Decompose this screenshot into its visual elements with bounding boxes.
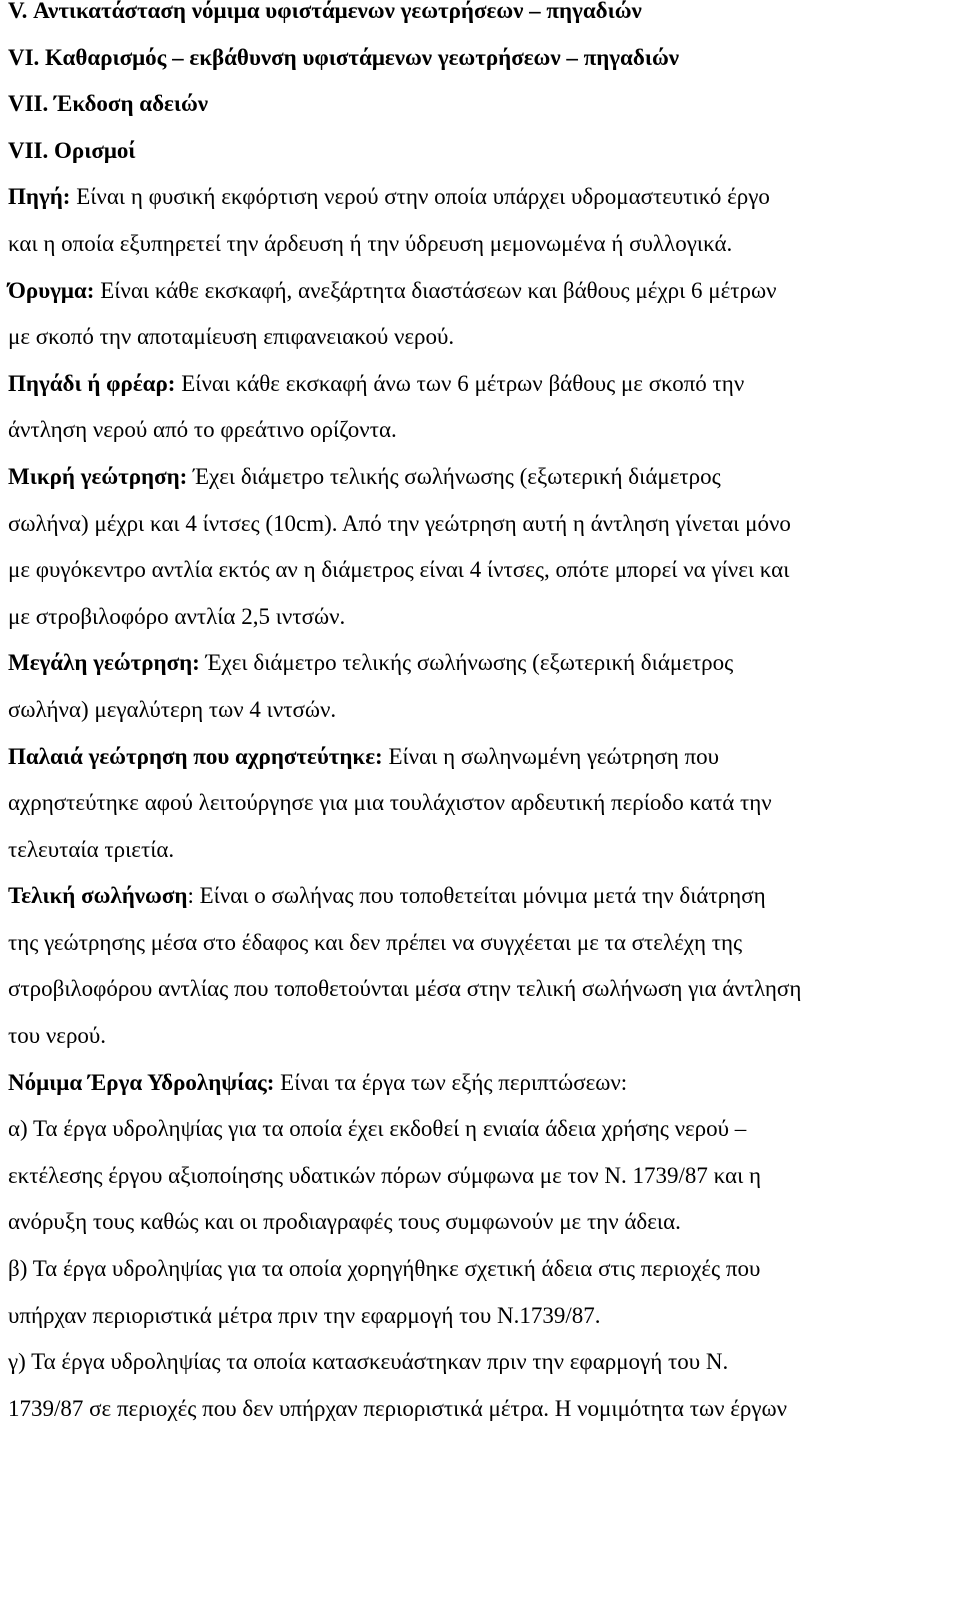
definition-excavation (8, 268, 953, 315)
definition-text: Έχει διάμετρο τελικής σωλήνωσης (εξωτερική διάμετρος (187, 463, 721, 489)
definition-text-line: με σκοπό την αποταμίευση επιφανειακού νερού. (8, 324, 455, 350)
definition-term: Μικρή γεώτρηση: (8, 463, 188, 489)
case-b-line: β) Τα έργα υδροληψίας για τα οποία χορηγήθηκε σχετική άδεια στις περιοχές που (8, 1256, 761, 1282)
definition-text-line: άντληση νερού από το φρεάτινο ορίζοντα. (8, 417, 397, 443)
definition-legal-works (8, 1060, 953, 1107)
case-a-line: ανόρυξη τους καθώς και οι προδιαγραφές τους συμφωνούν με την άδεια. (8, 1209, 681, 1235)
definition-term: Πηγή: (8, 184, 71, 210)
case-c-line: 1739/87 σε περιοχές που δεν υπήρχαν περιοριστικά μέτρα. Η νομιμότητα των έργων (8, 1395, 788, 1421)
section-heading-vii-permits: VII. Έκδοση αδειών (8, 91, 209, 117)
definition-term: Παλαιά γεώτρηση που αχρηστεύτηκε: (8, 743, 383, 769)
definition-text-line: και η οποία εξυπηρετεί την άρδευση ή την ύδρευση μεμονωμένα ή συλλογικά. (8, 230, 733, 256)
definition-text-line: τελευταία τριετία. (8, 836, 175, 862)
definition-text: Είναι τα έργα των εξής περιπτώσεων: (274, 1069, 628, 1095)
definition-text: Είναι κάθε εκσκαφή, ανεξάρτητα διαστάσεων και βάθους μέχρι 6 μέτρων (94, 277, 777, 303)
definition-text: : Είναι ο σωλήνας που τοποθετείται μόνιμα μετά την διάτρηση (187, 883, 766, 909)
section-heading-v: V. Αντικατάσταση νόμιμα υφιστάμενων γεωτρήσεων – πηγαδιών (8, 0, 642, 23)
section-heading-vi: VI. Καθαρισμός – εκβάθυνση υφιστάμενων γεωτρήσεων – πηγαδιών (8, 44, 680, 70)
definition-term: Όρυγμα: (8, 277, 95, 303)
definition-text: Είναι η σωληνωμένη γεώτρηση που (382, 743, 720, 769)
definition-term: Τελική σωλήνωση (8, 883, 188, 909)
definition-well (8, 361, 953, 408)
definition-text-line: της γεώτρησης μέσα στο έδαφος και δεν πρέπει να συγχέεται με τα στελέχη της (8, 929, 743, 955)
definition-large-borehole (8, 640, 953, 687)
case-c-line: γ) Τα έργα υδροληψίας τα οποία κατασκευάστηκαν πριν την εφαρμογή του Ν. (8, 1349, 729, 1375)
definition-small-borehole (8, 454, 953, 501)
definition-final-casing (8, 873, 953, 920)
definition-spring (8, 174, 953, 221)
document-page (8, 0, 953, 1432)
definition-text-line: του νερού. (8, 1023, 107, 1049)
section-heading-vii-definitions: VII. Ορισμοί (8, 137, 136, 163)
definition-text-line: στροβιλοφόρου αντλίας που τοποθετούνται μέσα στην τελική σωλήνωση για άντληση (8, 976, 802, 1002)
definition-term: Νόμιμα Έργα Υδροληψίας: (8, 1069, 275, 1095)
definition-term: Πηγάδι ή φρέαρ: (8, 370, 176, 396)
definition-text: Είναι η φυσική εκφόρτιση νερού στην οποία υπάρχει υδρομαστευτικό έργο (70, 184, 770, 210)
definition-text-line: με στροβιλοφόρο αντλία 2,5 ιντσών. (8, 603, 346, 629)
case-b-line: υπήρχαν περιοριστικά μέτρα πριν την εφαρμογή του Ν.1739/87. (8, 1302, 601, 1328)
case-a-line: εκτέλεσης έργου αξιοποίησης υδατικών πόρων σύμφωνα με τον Ν. 1739/87 και η (8, 1162, 762, 1188)
case-a-line: α) Τα έργα υδροληψίας για τα οποία έχει εκδοθεί η ενιαία άδεια χρήσης νερού – (8, 1116, 747, 1142)
definition-text-line: σωλήνα) μέχρι και 4 ίντσες (10cm). Από την γεώτρηση αυτή η άντληση γίνεται μόνο (8, 510, 791, 536)
definition-text-line: με φυγόκεντρο αντλία εκτός αν η διάμετρος είναι 4 ίντσες, οπότε μπορεί να γίνει και (8, 557, 790, 583)
definition-text-line: αχρηστεύτηκε αφού λειτούργησε για μια τουλάχιστον αρδευτική περίοδο κατά την (8, 790, 772, 816)
definition-text-line: σωλήνα) μεγαλύτερη των 4 ιντσών. (8, 696, 337, 722)
definition-old-borehole (8, 734, 953, 781)
definition-term: Μεγάλη γεώτρηση: (8, 650, 200, 676)
definition-text: Είναι κάθε εκσκαφή άνω των 6 μέτρων βάθους με σκοπό την (175, 370, 745, 396)
definition-text: Έχει διάμετρο τελικής σωλήνωσης (εξωτερική διάμετρος (199, 650, 734, 676)
